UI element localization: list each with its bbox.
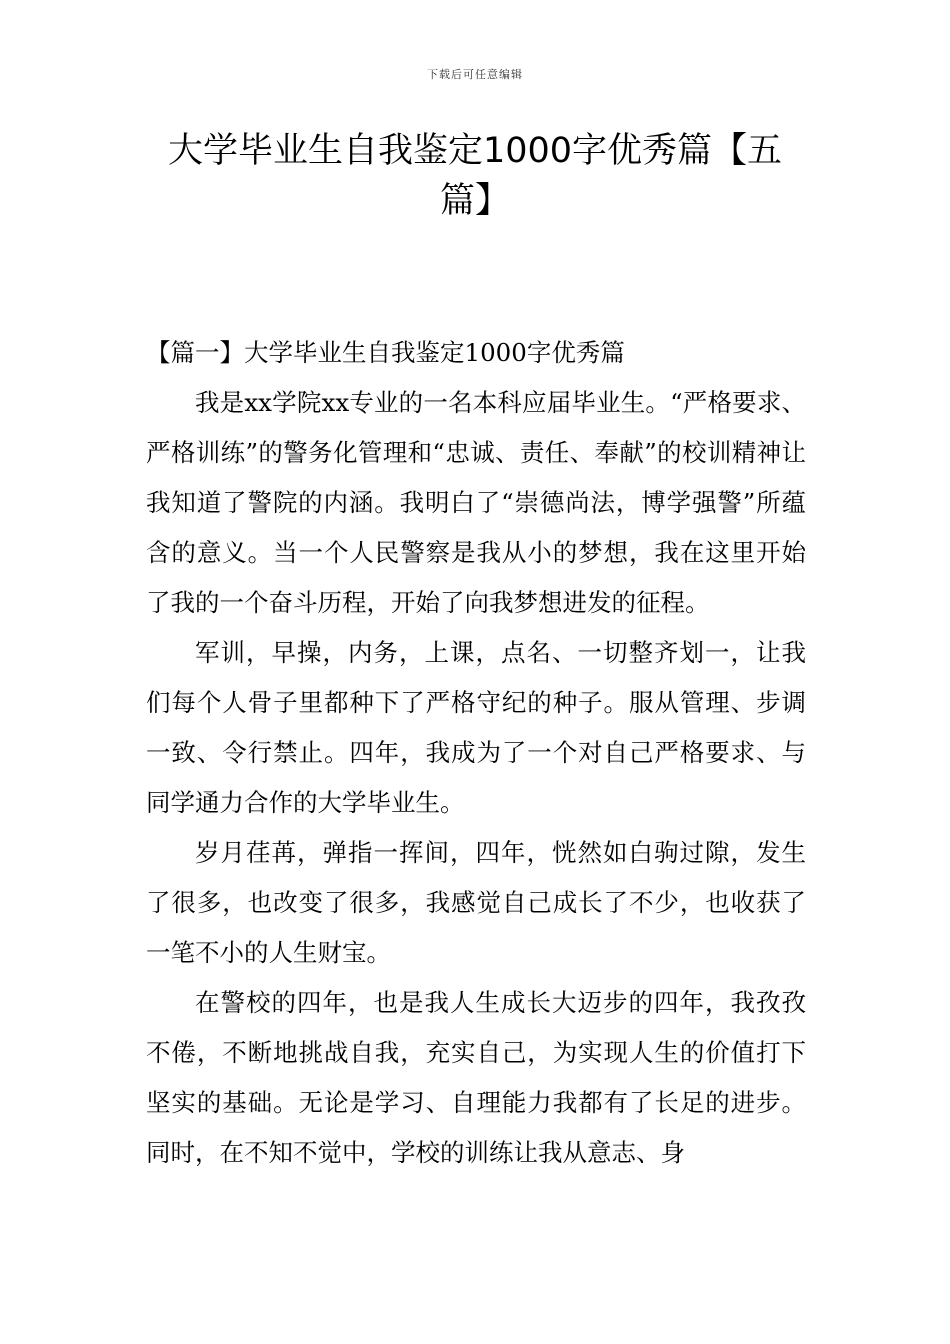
document-title: 大学毕业生自我鉴定1000字优秀篇【五篇】 (167, 131, 783, 221)
paragraph: 我是xx学院xx专业的一名本科应届毕业生。“严格要求、严格训练”的警务化管理和“忠诚、责任、奉献”的校训精神让我知道了警院的内涵。我明白了“崇德尚法，博学强警”所蕴含的意义。当一个人民警察是我从小的梦想，我在这里开始了我的一个奋斗历程，开始了向我梦想进发的征程。 (146, 388, 806, 617)
paragraph: 在警校的四年，也是我人生成长大迈步的四年，我孜孜不倦，不断地挑战自我，充实自己，为实现人生的价值打下坚实的基础。无论是学习、自理能力我都有了长足的进步。同时，在不知不觉中，学校的训练让我从意志、身 (146, 988, 806, 1167)
section-heading: 【篇一】大学毕业生自我鉴定1000字优秀篇 (146, 338, 625, 367)
document-body (146, 328, 806, 1178)
paragraph: 岁月荏苒，弹指一挥间，四年，恍然如白驹过隙，发生了很多，也改变了很多，我感觉自己成长了不少，也收获了一笔不小的人生财宝。 (146, 838, 806, 967)
paragraph: 军训，早操，内务，上课，点名、一切整齐划一，让我们每个人骨子里都种下了严格守纪的种子。服从管理、步调一致、令行禁止。四年，我成为了一个对自己严格要求、与同学通力合作的大学毕业生。 (146, 638, 806, 817)
header-note: 下载后可任意编辑 (427, 68, 523, 81)
